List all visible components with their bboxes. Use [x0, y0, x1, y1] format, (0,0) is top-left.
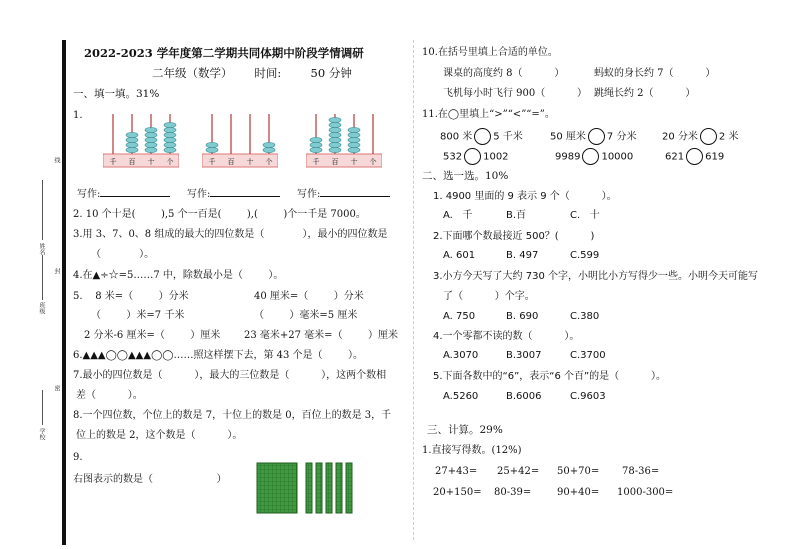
name-blank-line	[42, 180, 43, 240]
abacus-3	[306, 110, 382, 170]
abacus-label: 十	[246, 158, 254, 166]
section-calculate: 三、计算。29%	[427, 424, 503, 436]
question-7-line2: 差（ ）。	[76, 390, 143, 401]
compare-item: 532 1002	[443, 148, 509, 165]
ten-rod	[316, 463, 322, 513]
write-blank-2[interactable]: 写作:	[187, 189, 280, 201]
abacus-label: 千	[312, 158, 320, 166]
question-10: 10.在括号里填上合适的单位。	[422, 47, 558, 58]
question-5a-left: 5. 8 米=（ ）分米	[73, 291, 189, 302]
compare-item: 9989 10000	[555, 148, 633, 165]
question-8-line2: 位上的数是 2，这个数是（ ）。	[76, 430, 243, 441]
abacus-label: 个	[265, 158, 273, 166]
abacus-label: 个	[369, 158, 377, 166]
choice-1-option-c[interactable]: C. 十	[570, 210, 600, 221]
calc-item: 50+70=	[557, 466, 600, 477]
column-divider	[413, 40, 414, 540]
compare-item: 50 厘米 7 分米	[550, 128, 636, 145]
ten-rod	[336, 463, 342, 513]
abacus-label: 十	[350, 158, 358, 166]
compare-circle[interactable]	[686, 148, 703, 165]
q10-item-desk: 课桌的高度约 8（ ）	[443, 68, 565, 79]
margin-label-name: 姓名	[38, 243, 45, 255]
choice-3-option-c[interactable]: C.380	[570, 311, 600, 322]
margin-label-mi: 密	[53, 385, 60, 391]
abacus-1	[103, 110, 179, 170]
section-fill-in: 一、填一填。31%	[73, 88, 160, 100]
ten-rod	[326, 463, 332, 513]
question-5c-left: 2 分米-6 厘米=（ ）厘米	[84, 330, 221, 341]
question-7-line1: 7.最小的四位数是（ ），最大的三位数是（ ），这两个数相	[73, 370, 387, 381]
school-blank-line	[42, 390, 43, 425]
ten-rod	[346, 463, 352, 513]
choice-4-option-b[interactable]: B.3007	[506, 350, 542, 361]
choice-question-3-line1: 3.小方今天写了大约 730 个字，小明比小方写得少一些。小明今天可能写	[433, 271, 758, 282]
class-blank-line	[42, 255, 43, 300]
abacus-label: 千	[208, 158, 216, 166]
choice-question-1: 1. 4900 里面的 9 表示 9 个（ ）。	[433, 191, 617, 202]
choice-3-option-a[interactable]: A. 750	[443, 311, 476, 322]
choice-3-option-b[interactable]: B. 690	[506, 311, 539, 322]
abacus-label: 百	[331, 158, 339, 166]
compare-circle[interactable]	[588, 128, 605, 145]
margin-label-feng: 封	[53, 268, 60, 274]
choice-4-option-a[interactable]: A.3070	[443, 350, 479, 361]
margin-label-class: 班级	[38, 302, 45, 314]
calc-item: 78-36=	[622, 466, 660, 477]
question-5b-left: （ ）米=7 千米	[91, 310, 185, 321]
calc-subsection-1: 1.直接写得数。(12%)	[422, 445, 522, 456]
compare-item: 800 米 5 千米	[440, 128, 523, 145]
abacus-label: 千	[109, 158, 117, 166]
choice-question-3-line2: 了（ ）个字。	[443, 291, 535, 302]
abacus-label: 个	[166, 158, 174, 166]
write-blank-3[interactable]: 写作:	[297, 189, 390, 201]
choice-5-option-a[interactable]: A.5260	[443, 391, 479, 402]
choice-1-option-a[interactable]: A. 千	[443, 210, 473, 221]
choice-question-2: 2.下面哪个数最接近 500？( )	[433, 231, 595, 242]
section-choose: 二、选一选。10%	[422, 170, 509, 182]
calc-item: 25+42=	[497, 466, 540, 477]
abacus-label: 十	[147, 158, 155, 166]
calc-item: 1000-300=	[617, 487, 674, 498]
question-5c-right: 23 毫米+27 毫米=（ ）厘米	[244, 330, 398, 341]
question-6: 6.▲▲▲◯◯▲▲▲◯◯……照这样摆下去，第 43 个是（ ）。	[73, 350, 363, 361]
binding-line	[62, 40, 66, 545]
choice-question-4: 4.一个零都不读的数（ ）。	[433, 331, 580, 342]
choice-2-option-c[interactable]: C.599	[570, 250, 600, 261]
choice-5-option-c[interactable]: C.9603	[570, 391, 606, 402]
question-2: 2. 10 个十是( ),5 个一百是( ),( )个一千是 7000。	[73, 209, 366, 220]
question-5b-right: （ ）毫米=5 厘米	[254, 310, 358, 321]
choice-5-option-b[interactable]: B.6006	[506, 391, 542, 402]
ten-rod	[306, 463, 312, 513]
choice-2-option-a[interactable]: A. 601	[443, 250, 476, 261]
calc-item: 27+43=	[435, 466, 478, 477]
margin-label-xian: 线	[53, 157, 60, 163]
choice-4-option-c[interactable]: C.3700	[570, 350, 606, 361]
abacus-2	[202, 110, 278, 170]
question-3-line2: （ ）。	[91, 249, 155, 260]
calc-item: 80-39=	[494, 487, 532, 498]
compare-circle[interactable]	[582, 148, 599, 165]
question-5a-right: 40 厘米=（ ）分米	[254, 291, 364, 302]
base-ten-blocks-figure	[256, 461, 366, 517]
question-9-number: 9.	[73, 452, 83, 463]
q10-item-ant: 蚂蚁的身长约 7（ ）	[594, 68, 716, 79]
choice-question-5: 5.下面各数中的“6”，表示“6 个百”的是（ ）。	[433, 371, 666, 382]
hundred-block	[257, 463, 297, 513]
question-9: 右图表示的数是（ ）	[73, 474, 227, 485]
q1-number: 1.	[73, 110, 83, 121]
question-3-line1: 3.用 3、7、0、8 组成的最大的四位数是（ ），最小的四位数是	[73, 229, 388, 240]
compare-circle[interactable]	[474, 128, 491, 145]
margin-label-school: 学校	[38, 428, 45, 440]
question-11: 11.在◯里填上“>”“<”“=”。	[422, 109, 555, 120]
q10-item-plane: 飞机每小时飞行 900（ ）	[443, 88, 588, 99]
choice-1-option-b[interactable]: B.百	[506, 210, 527, 221]
exam-subtitle: 二年级（数学） 时间: 50 分钟	[152, 66, 352, 80]
compare-circle[interactable]	[464, 148, 481, 165]
exam-title: 2022-2023 学年度第二学期共同体期中阶段学情调研	[84, 46, 364, 60]
write-blank-1[interactable]: 写作:	[77, 189, 170, 201]
calc-item: 20+150=	[433, 487, 482, 498]
abacus-label: 百	[128, 158, 136, 166]
compare-item: 621 619	[665, 148, 724, 165]
choice-2-option-b[interactable]: B. 497	[506, 250, 539, 261]
calc-item: 90+40=	[557, 487, 600, 498]
question-8-line1: 8.一个四位数，个位上的数是 7，十位上的数是 0，百位上的数是 3，千	[73, 410, 392, 421]
question-4: 4.在▲÷☆=5……7 中，除数最小是（ ）。	[73, 270, 284, 281]
q10-item-rope: 跳绳长约 2（ ）	[594, 88, 696, 99]
abacus-label: 百	[227, 158, 235, 166]
compare-item: 20 分米 2 米	[662, 128, 738, 145]
compare-circle[interactable]	[700, 128, 717, 145]
